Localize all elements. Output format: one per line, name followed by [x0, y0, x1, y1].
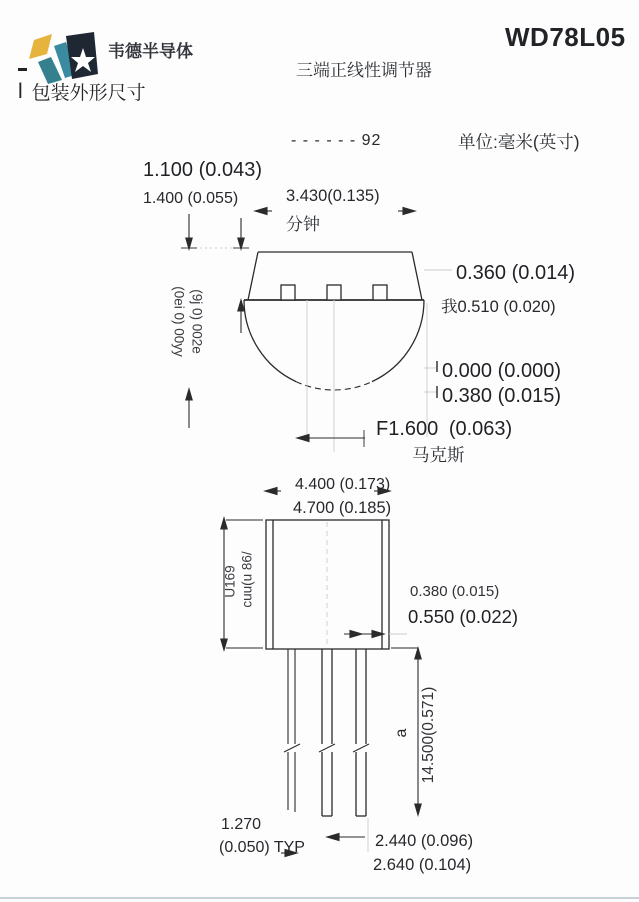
- front-view-side-label-inner: cuu(u 86/: [239, 551, 255, 608]
- dim-lead-length: 14.500(0.571): [420, 686, 437, 784]
- top-view-dimensions: [181, 208, 437, 448]
- top-view-side-label-inner: (9j 0) 002e: [189, 289, 205, 354]
- lead-break-marks: [283, 744, 369, 752]
- dim-body-width-min: 4.400 (0.173): [295, 476, 391, 493]
- front-view-drawing: [266, 520, 389, 816]
- dim-top-width: 3.430(0.135): [286, 187, 380, 205]
- dim-body-width-max: 4.700 (0.185): [293, 499, 392, 517]
- top-view-side-label-outer: (0ei 0) 00yy: [171, 286, 187, 357]
- brand-name: 韦德半导体: [108, 42, 193, 61]
- part-number: WD78L05: [505, 22, 626, 52]
- dim-lead-thickness-max: 0.550 (0.022): [408, 606, 519, 627]
- dim-span-max: 2.640 (0.104): [373, 856, 472, 874]
- dim-lead-width-max: 我0.510 (0.020): [441, 298, 556, 316]
- front-view-side-label-outer: U169: [222, 565, 238, 598]
- dim-seating-min: 0.000 (0.000): [442, 360, 561, 382]
- front-view-construction-lines: [327, 522, 407, 852]
- lead-3-section: [373, 285, 387, 300]
- page-subtitle: 三端正线性调节器: [296, 61, 432, 80]
- dim-seating-max: 0.380 (0.015): [442, 385, 561, 407]
- units-label: 单位:毫米(英寸): [458, 132, 580, 152]
- dim-lead-thickness-min: 0.380 (0.015): [410, 583, 500, 600]
- dim-top-width-qualifier: 分钟: [286, 215, 320, 234]
- package-type-label: - - - - - - 92: [291, 132, 382, 149]
- dim-pitch: 1.270: [221, 816, 262, 833]
- dim-lead-length-prefix: a: [393, 728, 410, 738]
- dim-lead-width: 0.360 (0.014): [456, 262, 575, 284]
- dim-lead-offset: F1.600 (0.063): [376, 418, 513, 440]
- lead-2-section: [327, 285, 341, 300]
- section-number: l: [18, 79, 23, 103]
- dim-height-max: 1.100 (0.043): [143, 159, 262, 181]
- page-footer-rule: [0, 897, 639, 899]
- dim-span-min: 2.440 (0.096): [375, 832, 474, 850]
- section-title-text: 包装外形尺寸: [31, 83, 146, 104]
- lead-1-section: [281, 285, 295, 300]
- dim-height-min: 1.400 (0.055): [143, 190, 239, 207]
- dim-pitch-qualifier: (0.050) TYP: [219, 839, 305, 856]
- dim-lead-offset-qualifier: 马克斯: [412, 445, 465, 465]
